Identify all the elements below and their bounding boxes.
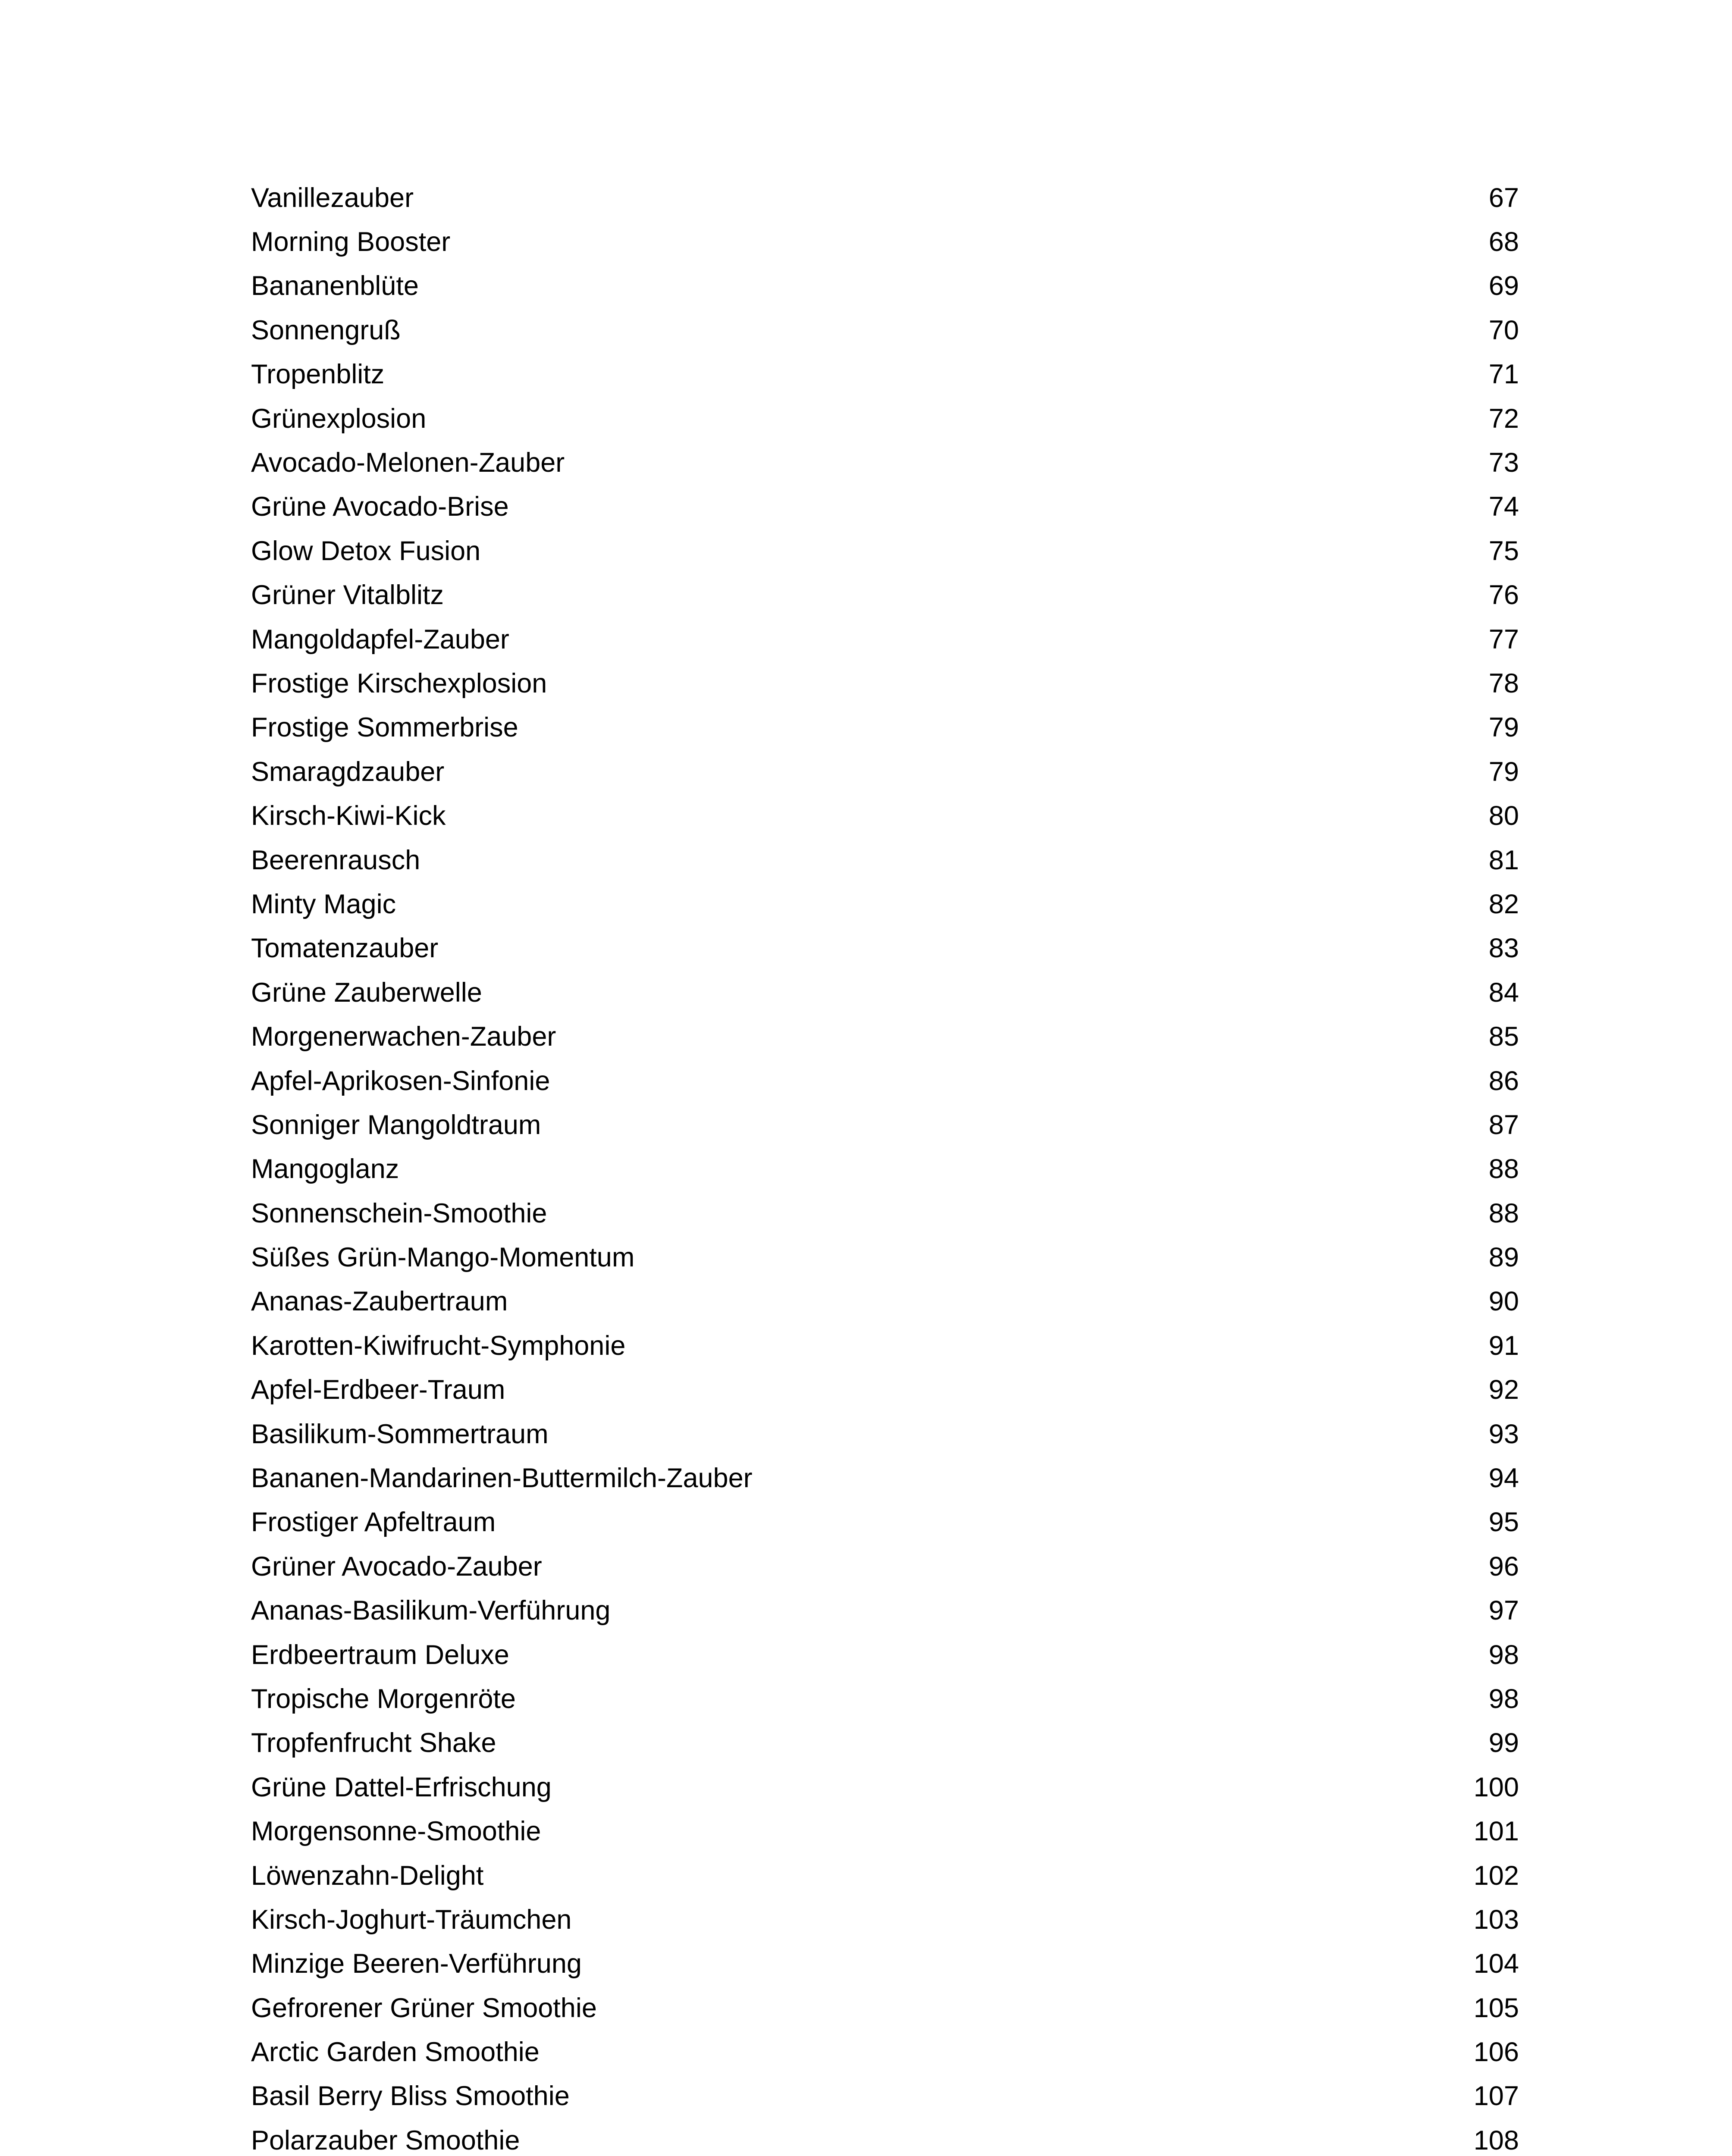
toc-entry — [251, 1015, 1519, 1059]
toc-entry — [251, 617, 1519, 661]
toc-entry-page-number: 78 — [1488, 668, 1519, 699]
toc-entry-page-number: 97 — [1488, 1595, 1519, 1626]
toc-entry-page-number: 103 — [1473, 1904, 1519, 1935]
toc-entry — [251, 927, 1519, 971]
toc-entry — [251, 750, 1519, 794]
toc-entry-title: Basilikum-Sommertraum — [251, 1419, 549, 1449]
toc-entry — [251, 397, 1519, 441]
toc-entry-title: Beerenrausch — [251, 845, 420, 875]
toc-entry-title: Minzige Beeren-Verführung — [251, 1949, 582, 1979]
toc-entry — [251, 353, 1519, 397]
toc-entry-page-number: 87 — [1488, 1109, 1519, 1140]
toc-entry — [251, 1765, 1519, 1809]
toc-entry-page-number: 108 — [1473, 2125, 1519, 2156]
toc-entry — [251, 1191, 1519, 1235]
toc-entry — [251, 882, 1519, 926]
toc-entry-title: Tropfenfrucht Shake — [251, 1728, 496, 1758]
toc-entry-title: Löwenzahn-Delight — [251, 1860, 484, 1891]
toc-entry — [251, 176, 1519, 220]
toc-entry — [251, 1942, 1519, 1986]
toc-entry-title: Gefrorener Grüner Smoothie — [251, 1993, 597, 2023]
toc-entry-page-number: 68 — [1488, 227, 1519, 257]
toc-entry-title: Sonnengruß — [251, 315, 401, 345]
toc-entry — [251, 1456, 1519, 1500]
toc-entry — [251, 485, 1519, 529]
toc-entry-title: Bananen-Mandarinen-Buttermilch-Zauber — [251, 1463, 753, 1494]
toc-entry-title: Arctic Garden Smoothie — [251, 2037, 540, 2068]
toc-entry — [251, 573, 1519, 617]
toc-entry — [251, 1412, 1519, 1456]
toc-entry-title: Morgenerwachen-Zauber — [251, 1022, 556, 1052]
toc-entry-title: Polarzauber Smoothie — [251, 2125, 520, 2156]
toc-entry-title: Frostige Kirschexplosion — [251, 668, 547, 699]
toc-entry-title: Morning Booster — [251, 227, 451, 257]
toc-entry-title: Süßes Grün-Mango-Momentum — [251, 1242, 635, 1273]
toc-entry-page-number: 83 — [1488, 933, 1519, 964]
toc-entry — [251, 2118, 1519, 2156]
toc-entry-title: Grüner Vitalblitz — [251, 580, 444, 611]
toc-entry-title: Glow Detox Fusion — [251, 536, 481, 566]
toc-entry-title: Grünexplosion — [251, 403, 427, 434]
toc-entry-page-number: 88 — [1488, 1198, 1519, 1228]
toc-entry-page-number: 86 — [1488, 1065, 1519, 1096]
toc-entry-page-number: 73 — [1488, 448, 1519, 478]
toc-entry-title: Tropische Morgenröte — [251, 1683, 516, 1714]
toc-entry-title: Grüne Dattel-Erfrischung — [251, 1772, 552, 1802]
toc-entry — [251, 308, 1519, 352]
toc-entry-title: Apfel-Aprikosen-Sinfonie — [251, 1065, 550, 1096]
toc-entry — [251, 1589, 1519, 1633]
toc-entry-title: Bananenblüte — [251, 271, 419, 301]
toc-entry-title: Sonniger Mangoldtraum — [251, 1109, 541, 1140]
toc-entry-page-number: 76 — [1488, 580, 1519, 611]
toc-entry-page-number: 79 — [1488, 712, 1519, 743]
toc-entry — [251, 1103, 1519, 1147]
toc-entry-title: Grüner Avocado-Zauber — [251, 1551, 542, 1582]
toc-entry-title: Karotten-Kiwifrucht-Symphonie — [251, 1330, 626, 1361]
toc-entry-page-number: 71 — [1488, 359, 1519, 390]
toc-entry — [251, 971, 1519, 1015]
toc-entry-page-number: 107 — [1473, 2081, 1519, 2112]
toc-entry-page-number: 69 — [1488, 271, 1519, 301]
toc-entry — [251, 1809, 1519, 1853]
table-of-contents — [251, 176, 1519, 2156]
toc-entry-title: Smaragdzauber — [251, 756, 445, 787]
toc-entry — [251, 1368, 1519, 1412]
toc-entry-page-number: 101 — [1473, 1816, 1519, 1847]
toc-entry-page-number: 100 — [1473, 1772, 1519, 1802]
toc-entry — [251, 2075, 1519, 2118]
toc-entry-page-number: 89 — [1488, 1242, 1519, 1273]
toc-entry — [251, 441, 1519, 485]
toc-entry-title: Ananas-Basilikum-Verführung — [251, 1595, 611, 1626]
toc-entry-title: Grüne Avocado-Brise — [251, 492, 509, 522]
toc-entry — [251, 220, 1519, 264]
toc-entry-page-number: 104 — [1473, 1949, 1519, 1979]
toc-entry-title: Kirsch-Joghurt-Träumchen — [251, 1904, 572, 1935]
toc-entry-page-number: 70 — [1488, 315, 1519, 345]
toc-entry — [251, 1854, 1519, 1898]
toc-entry-title: Ananas-Zaubertraum — [251, 1286, 508, 1317]
toc-entry-page-number: 67 — [1488, 182, 1519, 213]
toc-entry-page-number: 105 — [1473, 1993, 1519, 2023]
toc-entry-title: Grüne Zauberwelle — [251, 977, 482, 1008]
toc-entry-title: Vanillezauber — [251, 182, 414, 213]
toc-entry — [251, 529, 1519, 573]
toc-entry-page-number: 106 — [1473, 2037, 1519, 2068]
toc-entry-page-number: 72 — [1488, 403, 1519, 434]
toc-entry — [251, 1633, 1519, 1677]
toc-entry-page-number: 88 — [1488, 1154, 1519, 1185]
toc-entry — [251, 838, 1519, 882]
toc-entry-page-number: 75 — [1488, 536, 1519, 566]
toc-entry-page-number: 84 — [1488, 977, 1519, 1008]
toc-entry-page-number: 85 — [1488, 1022, 1519, 1052]
toc-entry-page-number: 79 — [1488, 756, 1519, 787]
toc-entry-page-number: 80 — [1488, 801, 1519, 831]
toc-entry-title: Frostiger Apfeltraum — [251, 1507, 496, 1538]
toc-entry — [251, 1986, 1519, 2030]
toc-entry-page-number: 92 — [1488, 1375, 1519, 1405]
toc-entry-page-number: 94 — [1488, 1463, 1519, 1494]
toc-entry — [251, 1721, 1519, 1765]
toc-entry-page-number: 93 — [1488, 1419, 1519, 1449]
toc-entry-page-number: 98 — [1488, 1683, 1519, 1714]
toc-entry — [251, 264, 1519, 308]
toc-entry-page-number: 98 — [1488, 1639, 1519, 1670]
toc-entry-title: Sonnenschein-Smoothie — [251, 1198, 547, 1228]
toc-entry-title: Minty Magic — [251, 889, 396, 919]
toc-entry — [251, 1280, 1519, 1324]
toc-entry-title: Morgensonne-Smoothie — [251, 1816, 541, 1847]
toc-entry — [251, 1324, 1519, 1368]
toc-entry — [251, 706, 1519, 750]
toc-entry-page-number: 99 — [1488, 1728, 1519, 1758]
toc-entry-title: Frostige Sommerbrise — [251, 712, 518, 743]
toc-entry-title: Tomatenzauber — [251, 933, 439, 964]
toc-entry — [251, 1677, 1519, 1721]
toc-entry-page-number: 90 — [1488, 1286, 1519, 1317]
toc-entry-title: Kirsch-Kiwi-Kick — [251, 801, 446, 831]
toc-entry-page-number: 95 — [1488, 1507, 1519, 1538]
toc-entry-page-number: 102 — [1473, 1860, 1519, 1891]
toc-entry — [251, 661, 1519, 705]
toc-entry — [251, 794, 1519, 838]
toc-entry-page-number: 77 — [1488, 624, 1519, 655]
toc-entry-page-number: 82 — [1488, 889, 1519, 919]
toc-entry — [251, 2030, 1519, 2074]
toc-entry-page-number: 81 — [1488, 845, 1519, 875]
toc-entry — [251, 1501, 1519, 1545]
toc-entry-title: Mangoglanz — [251, 1154, 399, 1185]
toc-entry-page-number: 74 — [1488, 492, 1519, 522]
toc-entry — [251, 1898, 1519, 1942]
toc-entry — [251, 1059, 1519, 1103]
toc-entry-page-number: 91 — [1488, 1330, 1519, 1361]
toc-entry-title: Mangoldapfel-Zauber — [251, 624, 509, 655]
toc-entry — [251, 1545, 1519, 1589]
toc-entry — [251, 1147, 1519, 1191]
toc-entry-title: Erdbeertraum Deluxe — [251, 1639, 509, 1670]
toc-entry-title: Basil Berry Bliss Smoothie — [251, 2081, 570, 2112]
toc-entry-title: Apfel-Erdbeer-Traum — [251, 1375, 505, 1405]
toc-entry — [251, 1235, 1519, 1279]
toc-entry-title: Tropenblitz — [251, 359, 385, 390]
toc-entry-title: Avocado-Melonen-Zauber — [251, 448, 565, 478]
toc-entry-page-number: 96 — [1488, 1551, 1519, 1582]
